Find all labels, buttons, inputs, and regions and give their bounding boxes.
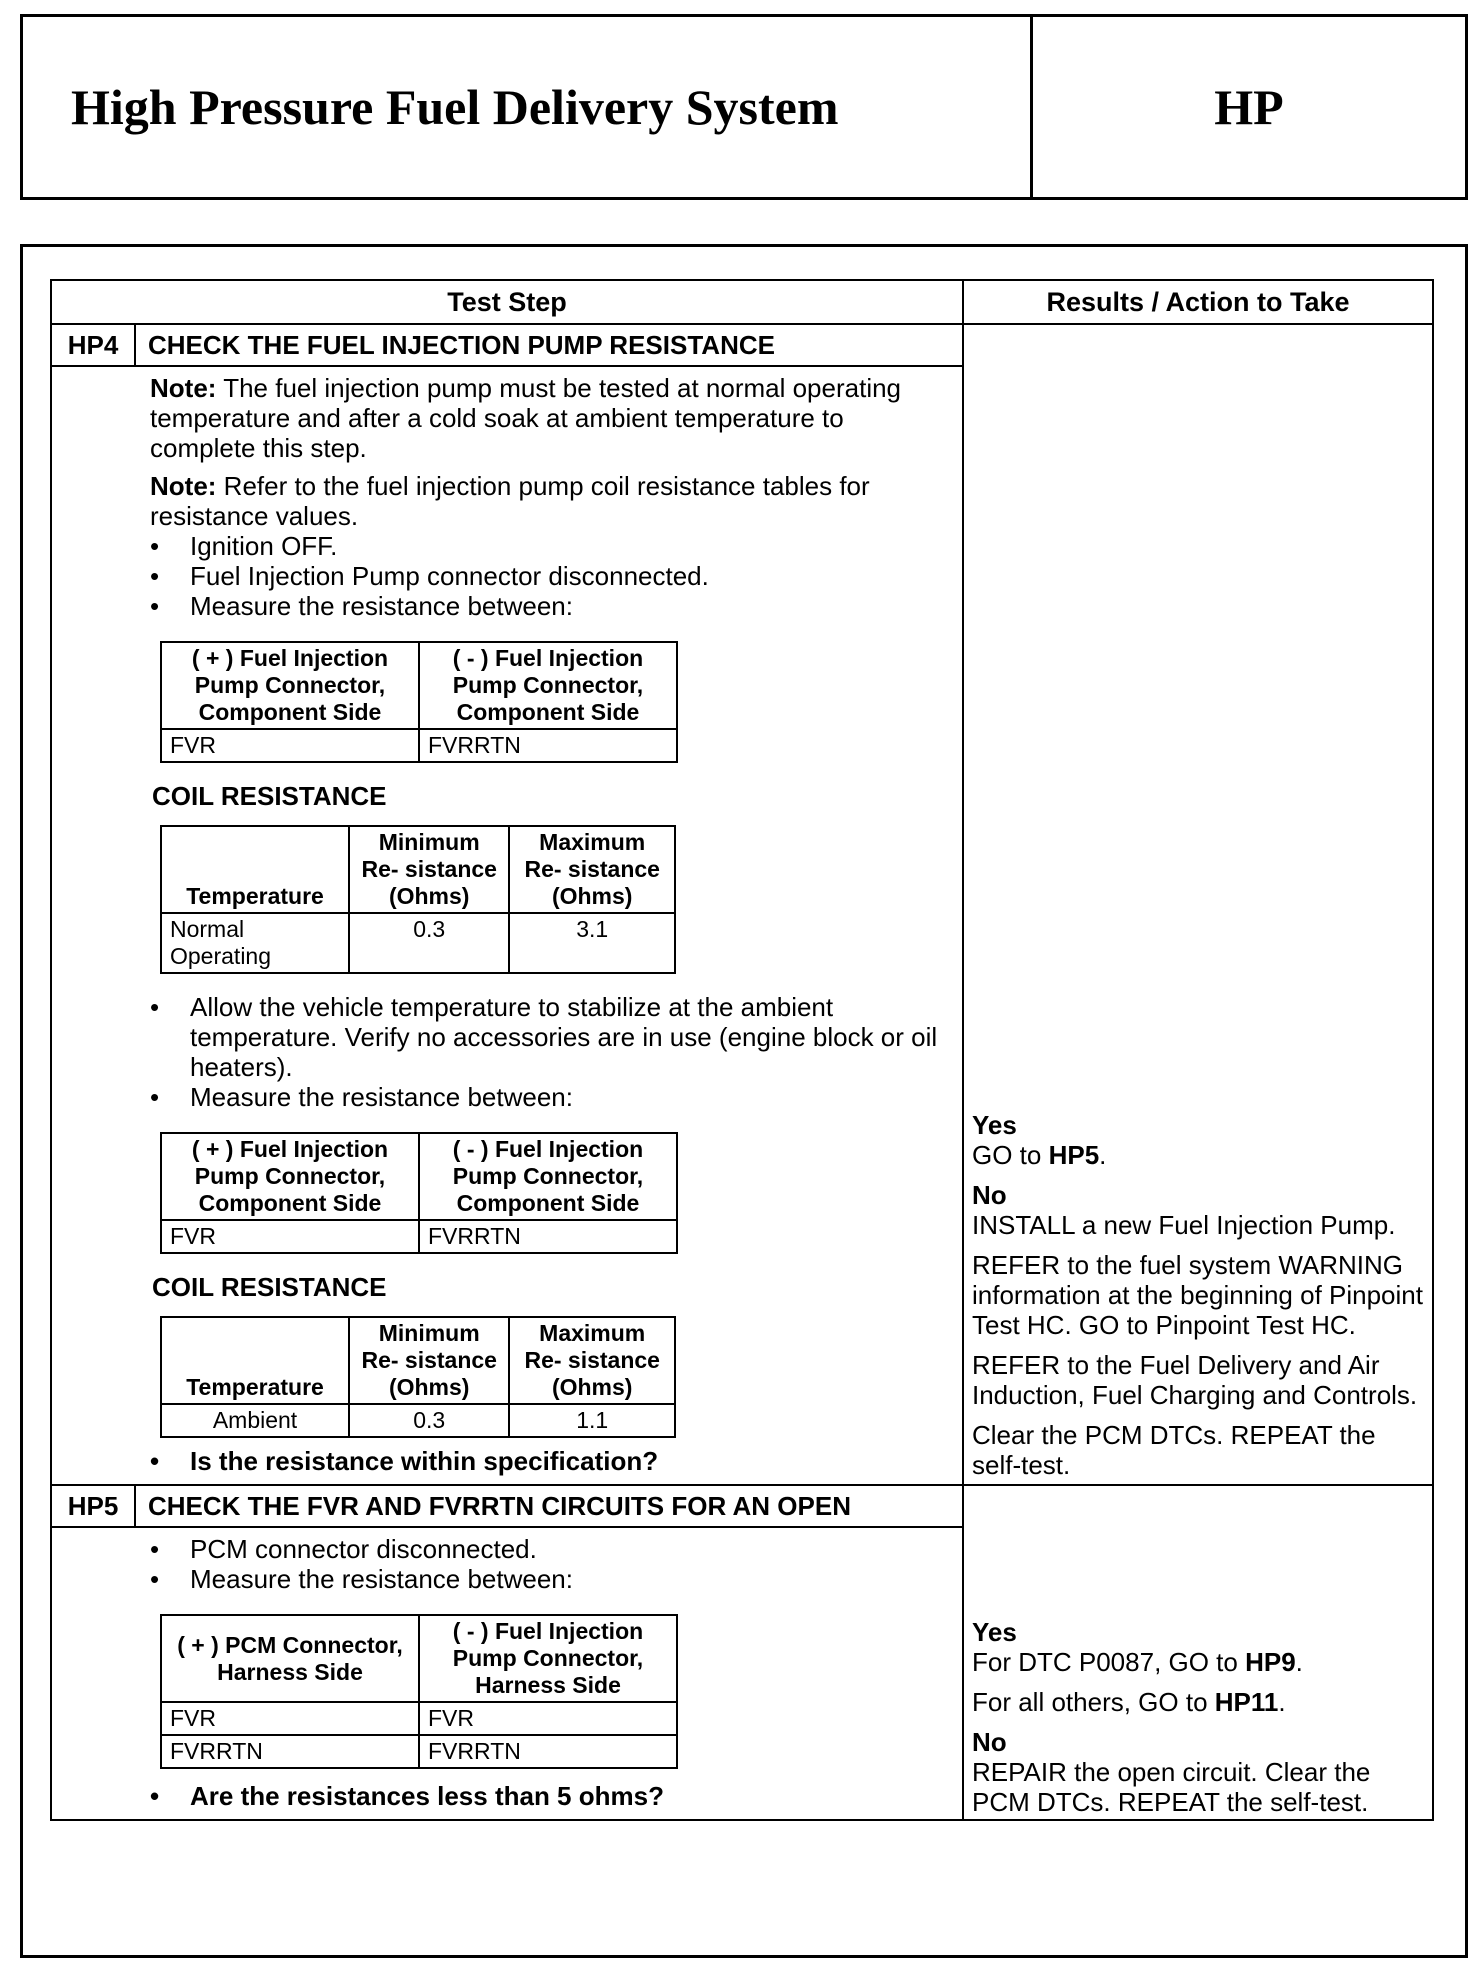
yes-step-ref: HP5	[1048, 1140, 1100, 1170]
hp4-note-1-text: The fuel injection pump must be tested at normal operating temperature and after a cold soak at ambient temperature to complete this step.	[150, 373, 902, 463]
hp5-result-yes	[972, 1617, 1424, 1677]
yes-period-2: .	[1278, 1687, 1286, 1717]
coil-max-cell: 1.1	[509, 1404, 675, 1437]
list-item: • Ignition OFF.	[150, 531, 942, 561]
coil-temperature-cell: Normal Operating	[161, 913, 349, 973]
connector-cell: FVRRTN	[419, 1220, 677, 1253]
hp5-question: • Are the resistances less than 5 ohms?	[150, 1781, 942, 1811]
list-item: • Measure the resistance between:	[150, 1564, 942, 1594]
yes-step-ref-1: HP9	[1245, 1647, 1296, 1677]
hp4-question: • Is the resistance within specification?	[150, 1446, 942, 1476]
no-text-2: REFER to the fuel system WARNING information at the beginning of Pinpoint Test HC. GO to Pinpoint Test HC.	[972, 1250, 1423, 1340]
column-header-results: Results / Action to Take	[963, 280, 1433, 324]
hp5-step-title: CHECK THE FVR AND FVRRTN CIRCUITS FOR AN OPEN	[148, 1491, 851, 1521]
no-label: No	[972, 1727, 1007, 1757]
hp5-step-header	[52, 1486, 962, 1528]
connector-cell: FVR	[419, 1702, 677, 1735]
connector-cell: FVRRTN	[161, 1735, 419, 1768]
hp4-bullet-list-1	[150, 531, 942, 621]
hp5-test-step-cell	[51, 1485, 963, 1820]
coil-header-max: Maximum Re- sistance (Ohms)	[509, 826, 675, 913]
coil-header-temperature: Temperature	[161, 826, 349, 913]
no-text-4: Clear the PCM DTCs. REPEAT the self-test.	[972, 1420, 1376, 1480]
yes-step-ref-2: HP11	[1214, 1687, 1279, 1717]
table-row-hp5	[51, 1485, 1433, 1820]
yes-text-2: For all others, GO to	[972, 1687, 1215, 1717]
connector-header-negative: ( - ) Fuel Injection Pump Connector, Component Side	[419, 1133, 677, 1220]
hp4-step-header	[52, 325, 962, 367]
connector-cell: FVRRTN	[419, 729, 677, 762]
hp4-coil-table-1	[160, 825, 676, 974]
hp5-step-id: HP5	[52, 1486, 136, 1526]
list-item: • Measure the resistance between:	[150, 1082, 942, 1112]
hp4-note-1	[150, 373, 942, 463]
hp4-result-yes	[972, 1110, 1424, 1170]
list-item: • Allow the vehicle temperature to stabilize at the ambient temperature. Verify no accessories are in use (engine block or oil heaters).	[150, 992, 942, 1082]
hp4-question-list	[150, 1446, 942, 1476]
hp5-results	[964, 1617, 1432, 1819]
table-row-hp4	[51, 324, 1433, 1485]
hp4-test-step-cell	[51, 324, 963, 1485]
hp4-results-cell	[963, 324, 1433, 1485]
no-text-1: INSTALL a new Fuel Injection Pump.	[972, 1210, 1396, 1240]
hp4-note-1-label: Note:	[150, 373, 217, 403]
yes-period: .	[1099, 1140, 1107, 1170]
column-header-test-step: Test Step	[51, 280, 963, 324]
list-item: • PCM connector disconnected.	[150, 1534, 942, 1564]
hp4-connector-table-2	[160, 1132, 678, 1254]
yes-text-1: For DTC P0087, GO to	[972, 1647, 1246, 1677]
hp5-results-cell	[963, 1485, 1433, 1820]
connector-header-positive: ( + ) Fuel Injection Pump Connector, Component Side	[161, 642, 419, 729]
connector-header-negative: ( - ) Fuel Injection Pump Connector, Harness Side	[419, 1615, 677, 1702]
connector-header-negative: ( - ) Fuel Injection Pump Connector, Component Side	[419, 642, 677, 729]
page-header	[20, 14, 1468, 200]
hp4-note-2	[150, 471, 942, 531]
hp5-connector-table	[160, 1614, 678, 1769]
diagnostic-table	[50, 279, 1434, 1821]
coil-max-cell: 3.1	[509, 913, 675, 973]
list-item: • Fuel Injection Pump connector disconnected.	[150, 561, 942, 591]
hp4-step-body	[52, 367, 962, 1484]
table-header-row	[51, 280, 1433, 324]
connector-header-positive: ( + ) PCM Connector, Harness Side	[161, 1615, 419, 1702]
hp5-result-yes-2	[972, 1687, 1424, 1717]
hp4-coil-table-2	[160, 1316, 676, 1438]
section-code: HP	[1214, 79, 1284, 135]
hp4-results	[964, 1110, 1432, 1484]
connector-cell: FVR	[161, 1220, 419, 1253]
connector-cell: FVR	[161, 729, 419, 762]
connector-header-positive: ( + ) Fuel Injection Pump Connector, Component Side	[161, 1133, 419, 1220]
hp4-note-2-label: Note:	[150, 471, 217, 501]
no-text-3: REFER to the Fuel Delivery and Air Induction, Fuel Charging and Controls.	[972, 1350, 1418, 1410]
list-item: • Measure the resistance between:	[150, 591, 942, 621]
hp4-note-2-text: Refer to the fuel injection pump coil resistance tables for resistance values.	[150, 471, 870, 531]
coil-header-min: Minimum Re- sistance (Ohms)	[349, 1317, 509, 1404]
page-title: High Pressure Fuel Delivery System	[23, 17, 1033, 197]
coil-header-min: Minimum Re- sistance (Ohms)	[349, 826, 509, 913]
hp4-step-title: CHECK THE FUEL INJECTION PUMP RESISTANCE	[148, 330, 775, 360]
yes-label: Yes	[972, 1110, 1017, 1140]
yes-period-1: .	[1295, 1647, 1303, 1677]
connector-cell: FVRRTN	[419, 1735, 677, 1768]
hp5-question-list	[150, 1781, 942, 1811]
coil-min-cell: 0.3	[349, 913, 509, 973]
hp5-bullet-list	[150, 1534, 942, 1594]
coil-temperature-cell: Ambient	[161, 1404, 349, 1437]
hp4-coil-resistance-title-2: COIL RESISTANCE	[152, 1272, 387, 1302]
yes-text: GO to	[972, 1140, 1049, 1170]
no-label: No	[972, 1180, 1007, 1210]
hp4-connector-table-1	[160, 641, 678, 763]
hp4-bullet-list-2	[150, 992, 942, 1112]
coil-min-cell: 0.3	[349, 1404, 509, 1437]
yes-label: Yes	[972, 1617, 1017, 1647]
hp4-result-no	[972, 1180, 1424, 1240]
hp4-step-id: HP4	[52, 325, 136, 365]
coil-header-max: Maximum Re- sistance (Ohms)	[509, 1317, 675, 1404]
hp4-coil-resistance-title-1: COIL RESISTANCE	[152, 781, 387, 811]
connector-cell: FVR	[161, 1702, 419, 1735]
coil-header-temperature: Temperature	[161, 1317, 349, 1404]
no-text: REPAIR the open circuit. Clear the PCM DTCs. REPEAT the self-test.	[972, 1757, 1371, 1817]
hp5-result-no	[972, 1727, 1424, 1817]
hp5-step-body	[52, 1528, 962, 1819]
